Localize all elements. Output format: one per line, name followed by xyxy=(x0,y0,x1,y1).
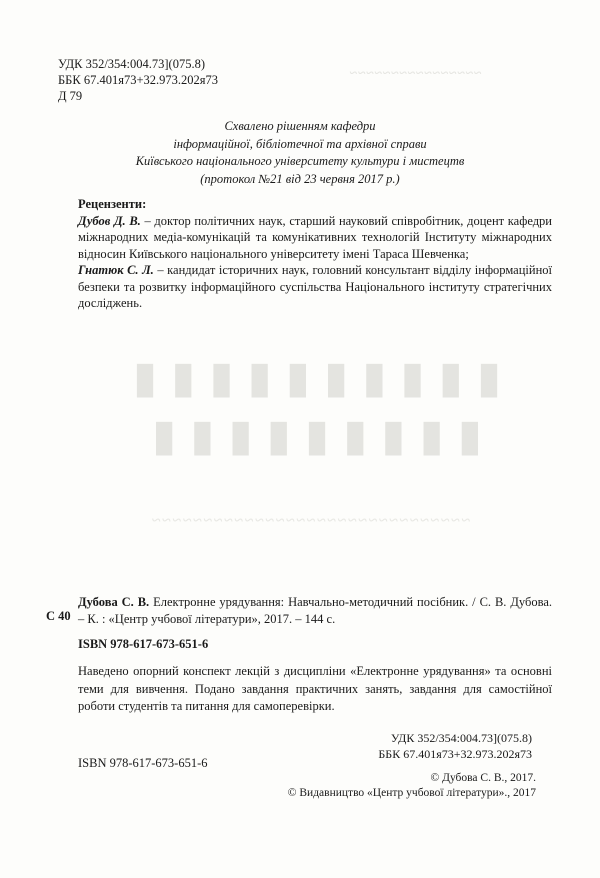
bibliographic-record xyxy=(78,594,552,628)
bleed-through-subtitle: ~~~~~~~~~~~~~~~~~~~~~~~~~~~~~~~ xyxy=(150,512,470,529)
isbn-secondary: ISBN 978-617-673-651-6 xyxy=(78,756,208,770)
annotation-text: Наведено опорний конспект лекцій з дисципліни «Електронне урядування» та основні теми для вивчення. Подано завдання практичних занять, завдання для самостійної роботи студентів та питання для самоперевірки. xyxy=(78,664,552,713)
approval-line: інформаційної, бібліотечної та архівної справи xyxy=(173,136,427,151)
reviewer-entry xyxy=(78,262,552,312)
reviewer-entry xyxy=(78,213,552,263)
bleed-through-text: ~~~~~~~~~~~~~~~~ xyxy=(348,66,482,81)
copyright-publisher: © Видавництво «Центр учбової літератури»., 2017 xyxy=(287,787,536,799)
approval-line: (протокол №21 від 23 червня 2017 р.) xyxy=(200,171,400,186)
classification-codes-repeat xyxy=(378,731,532,762)
reviewers-block xyxy=(78,196,552,312)
copyright-author: © Дубова С. В., 2017. xyxy=(430,772,536,784)
udk-code: УДК 352/354:004.73](075.8) xyxy=(390,731,532,745)
approval-line: Київського національного університету культури і мистецтв xyxy=(135,154,465,168)
catalog-code: С 40 xyxy=(46,609,71,623)
record-description: Електронне урядування: Навчально-методичний посібник. / С. В. Дубова. – К. : «Центр учбової літератури», 2017. – 144 с. xyxy=(78,595,552,626)
copyright-block xyxy=(288,771,536,801)
record-author: Дубова С. В. xyxy=(78,595,150,609)
bleed-through-title: ▮▮▮▮▮▮▮▮▮▮ xyxy=(118,353,502,402)
bbk-code: ББК 67.401я73+32.973.202я73 xyxy=(58,73,218,87)
bbk-code: ББК 67.401я73+32.973.202я73 xyxy=(378,746,532,761)
udk-code: УДК 352/354:004.73](075.8) xyxy=(58,57,206,71)
reviewer-description: – кандидат історичних наук, головний консультант відділу інформаційної безпеки та розвитку інформаційного суспільства Національного інституту стратегічних досліджень. xyxy=(78,263,552,310)
isbn-primary: ISBN 978-617-673-651-6 xyxy=(78,637,209,651)
classification-codes xyxy=(58,56,218,104)
reviewer-name: Дубов Д. В. xyxy=(78,213,141,228)
approval-line: Схвалено рішенням кафедри xyxy=(224,119,376,133)
reviewers-title: Рецензенти: xyxy=(78,197,147,211)
reviewer-name: Гнатюк С. Л. xyxy=(78,263,154,277)
author-mark: Д 79 xyxy=(58,89,83,103)
reviewer-description: – доктор політичних наук, старший науковий співробітник, доцент кафедри міжнародних медіа-комунікацій та комунікативних технологій Інституту міжнародних відносин Київського національного університету імені Тараса Шевченка; xyxy=(78,213,552,261)
bleed-through-title: ▮▮▮▮▮▮▮▮▮ xyxy=(138,411,482,460)
approval-note xyxy=(0,118,600,188)
